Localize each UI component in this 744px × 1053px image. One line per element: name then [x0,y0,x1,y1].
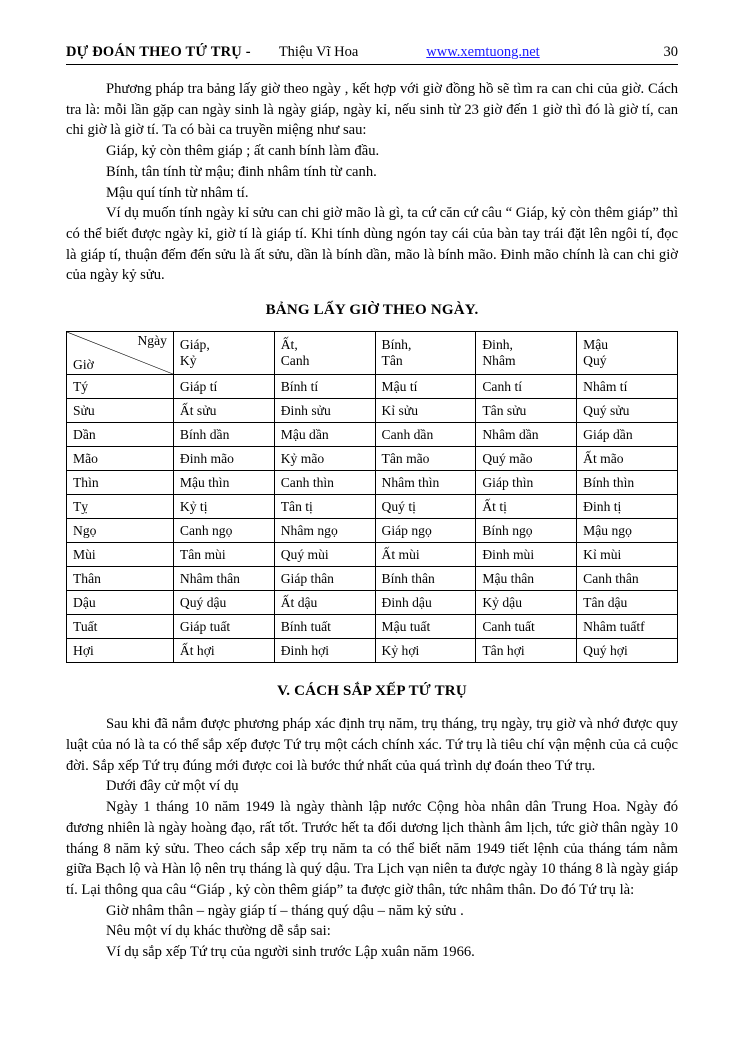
row-label: Dần [67,423,174,447]
table-row [67,567,678,591]
table-cell: Giáp tí [173,375,274,399]
table-cell: Quý dậu [173,591,274,615]
table-cell: Giáp tuất [173,615,274,639]
table-cell: Tân mùi [173,543,274,567]
row-label: Dậu [67,591,174,615]
row-label: Mùi [67,543,174,567]
col-header-line2: Tân [381,353,403,369]
table-cell: Nhâm ngọ [274,519,375,543]
table-row [67,639,678,663]
table-col-header [476,332,577,375]
table-cell: Đinh dậu [375,591,476,615]
table-cell: Mậu thân [476,567,577,591]
table-cell: Nhâm thìn [375,471,476,495]
col-header-line1: Bính, [381,336,412,352]
table-row [67,447,678,471]
header-author: Thiệu Vĩ Hoa [278,44,359,60]
table-cell: Bính dần [173,423,274,447]
table-cell: Nhâm tí [577,375,678,399]
table-cell: Mậu dần [274,423,375,447]
col-header-line2: Nhâm [482,353,516,369]
col-header-line1: Ất, [280,336,298,352]
table-col-header [577,332,678,375]
table-cell: Mậu tuất [375,615,476,639]
paragraph-other-example: Ví dụ sắp xếp Tứ trụ của người sinh trước Lập xuân năm 1966. [106,944,475,961]
table-row [67,519,678,543]
table-cell: Canh thân [577,567,678,591]
table-cell: Quý tị [375,495,476,519]
table-cell: Canh thìn [274,471,375,495]
header-url-link[interactable]: www.xemtuong.net [426,44,540,60]
table-cell: Bính tí [274,375,375,399]
row-label: Sửu [67,399,174,423]
table-cell: Nhâm dần [476,423,577,447]
corner-col-label: Ngày [137,333,167,349]
paragraph-four-pillars: Giờ nhâm thân – ngày giáp tí – tháng quý dậu – năm kỷ sửu . [106,902,464,919]
table-cell: Canh ngọ [173,519,274,543]
row-label: Hợi [67,639,174,663]
corner-row-label: Giờ [73,356,94,372]
row-label: Thìn [67,471,174,495]
table-cell: Canh tuất [476,615,577,639]
col-header-line1: Mậu [583,336,609,352]
table-cell: Ất dậu [274,591,375,615]
row-label: Tỵ [67,495,174,519]
col-header-line1: Đinh, [482,336,513,352]
table-cell: Nhâm thân [173,567,274,591]
hour-by-day-table-wrapper [66,331,678,663]
table-cell: Đinh tị [577,495,678,519]
row-label: Tý [67,375,174,399]
table-corner-cell [67,332,174,375]
table-row [67,543,678,567]
table-cell: Ất mão [577,447,678,471]
hour-by-day-table [66,331,678,663]
row-label: Tuất [67,615,174,639]
col-header-line2: Kỷ [179,353,197,369]
table-cell: Bính thìn [577,471,678,495]
table-cell: Bính ngọ [476,519,577,543]
paragraph-example-intro: Dưới đây cử một ví dụ [106,778,239,795]
table-cell: Giáp thìn [476,471,577,495]
table-row [67,375,678,399]
table-cell: Nhâm tuấtf [577,615,678,639]
table-cell: Quý hợi [577,639,678,663]
table-cell: Ất tị [476,495,577,519]
table-cell: Giáp dần [577,423,678,447]
col-header-line2: Quý [583,353,607,369]
page-header [66,44,678,61]
paragraph-example: Ví dụ muốn tính ngày kỉ sửu can chi giờ mão là gì, ta cứ căn cứ câu “ Giáp, kỷ còn thêm giáp” thì có thể biết được ngày kỉ, giờ tí là giáp tí. Khi tính dùng ngón tay cái của bàn tay trái đặt lên ngôi tí, đọc là giáp tí, thuận đếm đến sửu là ất sửu, dần là bính dần, mão là bính mão. Đinh mão chính là can chi giờ của ngày kỷ sửu. [66,205,678,284]
table-cell: Bính thân [375,567,476,591]
table-cell: Đinh mùi [476,543,577,567]
table-cell: Tân hợi [476,639,577,663]
table-cell: Đinh hợi [274,639,375,663]
table-cell: Tân tị [274,495,375,519]
table-cell: Ất sửu [173,399,274,423]
table-header-row [67,332,678,375]
row-label: Mão [67,447,174,471]
table-cell: Kỷ tị [173,495,274,519]
table-cell: Kỉ mùi [577,543,678,567]
table-row [67,615,678,639]
header-page-number: 30 [663,44,678,60]
header-divider [66,64,678,65]
table-cell: Kỷ dậu [476,591,577,615]
header-title: DỰ ĐOÁN THEO TỨ TRỤ - [66,44,251,60]
table-col-header [173,332,274,375]
col-header-line1: Giáp, [179,336,210,352]
table-cell: Kỷ mão [274,447,375,471]
table-cell: Bính tuất [274,615,375,639]
table-cell: Quý mão [476,447,577,471]
table-cell: Tân dậu [577,591,678,615]
verse-line-2: Bính, tân tính từ mậu; đinh nhâm tính từ canh. [106,163,377,180]
table-cell: Mậu ngọ [577,519,678,543]
table-cell: Tân sửu [476,399,577,423]
table-row [67,471,678,495]
table-row [67,399,678,423]
table-cell: Đinh sửu [274,399,375,423]
table-row [67,591,678,615]
table-cell: Ất mùi [375,543,476,567]
table-title: BẢNG LẤY GIỜ THEO NGÀY. [265,302,479,319]
table-cell: Kỷ hợi [375,639,476,663]
row-label: Thân [67,567,174,591]
table-cell: Đinh mão [173,447,274,471]
table-row [67,495,678,519]
table-cell: Canh dần [375,423,476,447]
table-cell: Tân mão [375,447,476,471]
table-row [67,423,678,447]
paragraph-summary: Sau khi đã nắm được phương pháp xác định trụ năm, trụ tháng, trụ ngày, trụ giờ và nhớ được quy luật của nó là ta có thể sắp xếp được Tứ trụ một cách chính xác. Tứ trụ là tiêu chí vận mệnh của cả cuộc đời. Sắp xếp Tứ trụ đúng mới được coi là bước thứ nhất của quá trình dự đoán theo Tứ trụ. [66,716,678,774]
table-cell: Canh tí [476,375,577,399]
table-cell: Mậu tí [375,375,476,399]
paragraph-example-detail: Ngày 1 tháng 10 năm 1949 là ngày thành lập nước Cộng hòa nhân dân Trung Hoa. Ngày đó đương nhiên là ngày hoàng đạo, rất tốt. Trước hết ta đổi dương lịch thành âm lịch, tức giờ thân ngày 10 tháng 8 năm kỷ sửu. Theo cách sắp xếp trụ năm ta có thể biết năm 1949 tiết lệnh của tháng tám nằm giữa Bạch lộ và Hàn lộ nên trụ tháng là quý dậu. Tra Lịch vạn niên ta được ngày 10 tháng 8 là ngày giáp tí. Lại thông qua câu “Giáp , kỷ còn thêm giáp” ta được giờ thân, tức nhâm thân. Do đó Tứ trụ là: [66,799,678,898]
table-cell: Giáp ngọ [375,519,476,543]
section-heading: V. CÁCH SẮP XẾP TỨ TRỤ [277,683,467,700]
table-cell: Quý mùi [274,543,375,567]
verse-line-3: Mậu quí tính từ nhâm tí. [106,184,249,201]
paragraph-other-example-intro: Nêu một ví dụ khác thường dễ sắp sai: [106,923,331,940]
paragraph-intro: Phương pháp tra bảng lấy giờ theo ngày , kết hợp với giờ đồng hồ sẽ tìm ra can chi của giờ. Cách tra là: mỗi lần gặp can ngày sinh là ngày giáp, ngày kỉ, nếu sinh từ 23 giờ đến 1 giờ thì đó là giờ tí, can chi giờ là giờ tí. Ta có bài ca truyền miệng như sau: [66,81,678,139]
table-cell: Quý sửu [577,399,678,423]
row-label: Ngọ [67,519,174,543]
table-col-header [274,332,375,375]
verse-line-1: Giáp, kỷ còn thêm giáp ; ất canh bính làm đầu. [106,143,380,160]
col-header-line2: Canh [280,353,310,369]
table-col-header [375,332,476,375]
table-cell: Kỉ sửu [375,399,476,423]
table-cell: Giáp thân [274,567,375,591]
table-cell: Mậu thìn [173,471,274,495]
table-cell: Ất hợi [173,639,274,663]
